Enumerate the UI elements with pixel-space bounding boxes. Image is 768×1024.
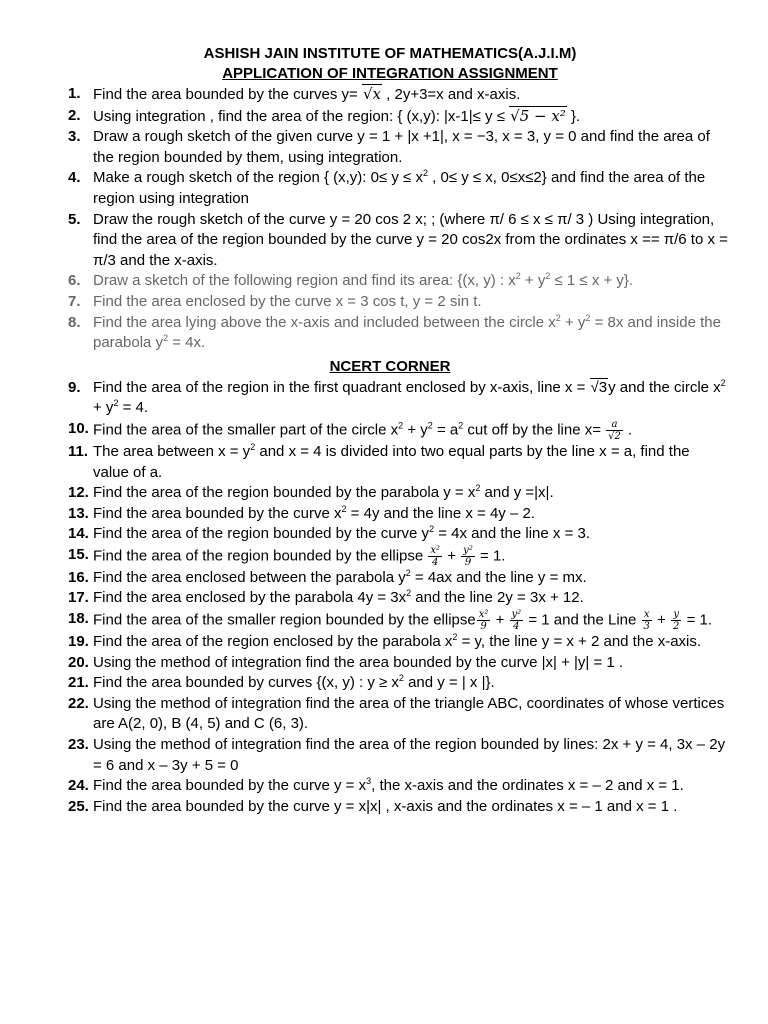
- question-item: 24. Find the area bounded by the curve $y = x^3$, the x-axis and the ordinates x = – 2 and x = 1.: [68, 776, 684, 795]
- question-item: 21. Find the area bounded by curves {(x, y) : $y \ge x^2$ and y = | x |}.: [68, 673, 495, 692]
- ncert-question-list: [68, 378, 728, 818]
- question-item: 5. Draw the rough sketch of the curve y = 20 cos 2 x; ; (where π/ 6 ≤ x ≤ π/ 3 ) Using integration, find the area of the region bounded by the curve y = 20 cos2x from the ordinates x == π/6 to x = π/3 and the x-axis.: [68, 210, 728, 269]
- question-item: 6. Draw a sketch of the following region and find its area: {(x, y) : $x^2 + y^2 \le 1 \le x + y$}.: [68, 271, 634, 290]
- question-item: 17. Find the area enclosed by the parabola $4y = 3x^2$ and the line 2y = 3x + 12.: [68, 588, 584, 607]
- assignment-title: APPLICATION OF INTEGRATION ASSIGNMENT: [222, 65, 558, 82]
- question-item: 13. Find the area bounded by the curve $x^2 = 4y$ and the line x = 4y – 2.: [68, 503, 535, 522]
- question-item: 18. Find the area of the smaller region bounded by the ellipse $\frac{\text{x²}}{9}$ + $\frac{\text{y²}}{4}$ = 1 and the Line $\frac{x}{3}$ + $\frac{y}{2}$ = 1.: [68, 609, 713, 633]
- question-item: 9. Find the area of the region in the first quadrant enclosed by x-axis, line x = √3y and the circle $x^2 + y^2 = 4$.: [68, 377, 726, 417]
- question-item: 3. Draw a rough sketch of the given curve y = 1 + |x +1|, x = −3, x = 3, y = 0 and find the area of the region bounded by them, using integration.: [68, 128, 710, 166]
- question-item: 20. Using the method of integration find the area bounded by the curve |x| + |y| = 1 .: [68, 653, 624, 671]
- institute-title: ASHISH JAIN INSTITUTE OF MATHEMATICS(A.J.I.M): [203, 45, 577, 62]
- question-item: 1. Find the area bounded by the curves y= √x , 2y+3=x and x-axis.: [68, 85, 521, 103]
- question-item: 25. Find the area bounded by the curve y = x|x| , x-axis and the ordinates x = – 1 and x = 1 .: [68, 797, 678, 815]
- question-item: 2. Using integration , find the area of the region: { (x,y): |x-1|≤ y ≤ √5 − x² }.: [68, 106, 581, 125]
- question-item: 16. Find the area enclosed between the parabola $y^2 = 4ax$ and the line y = mx.: [68, 567, 587, 586]
- question-item: 4. Make a rough sketch of the region { (x,y): $0\le y \le x^2$ , 0≤ y ≤ x, 0≤x≤2} and find the area of the region using integration: [68, 168, 706, 207]
- question-item: 22. Using the method of integration find the area of the triangle ABC, coordinates of whose vertices are A(2, 0), B (4, 5) and C (6, 3).: [68, 694, 725, 733]
- question-item: 11. The area between $x = y^2$ and x = 4 is divided into two equal parts by the line x = a, find the value of a.: [68, 441, 690, 481]
- question-item: 12. Find the area of the region bounded by the parabola $y = x^2$ and y =|x|.: [68, 483, 554, 502]
- question-item: 8. Find the area lying above the x-axis and included between the circle $x^2 + y^2 = 8x$ and inside the parabola $y^2 = 4x$.: [68, 312, 721, 352]
- question-item: 10. Find the area of the smaller part of the circle $x^2 + y^2 = a^2$ cut off by the line x= $\frac{a}{√2}$ .: [68, 418, 633, 442]
- question-item: 15. Find the area of the region bounded by the ellipse $\frac{\text{x²}}{4}$ + $\frac{\text{y²}}{9}$ = 1.: [68, 544, 506, 568]
- ncert-corner-heading: NCERT CORNER: [329, 357, 451, 375]
- question-item: 19. Find the area of the region enclosed by the parabola $x^2 = y$, the line y = x + 2 and the x-axis.: [68, 632, 702, 651]
- question-item: 14. Find the area of the region bounded by the curve $y^2 = 4x$ and the line x = 3.: [68, 524, 591, 543]
- question-item: 23. Using the method of integration find the area of the region bounded by lines: 2x + y = 4, 3x – 2y = 6 and x – 3y + 5 = 0: [68, 736, 726, 774]
- question-item: 7. Find the area enclosed by the curve x = 3 cos t, y = 2 sin t.: [68, 292, 482, 310]
- question-list: [68, 84, 728, 354]
